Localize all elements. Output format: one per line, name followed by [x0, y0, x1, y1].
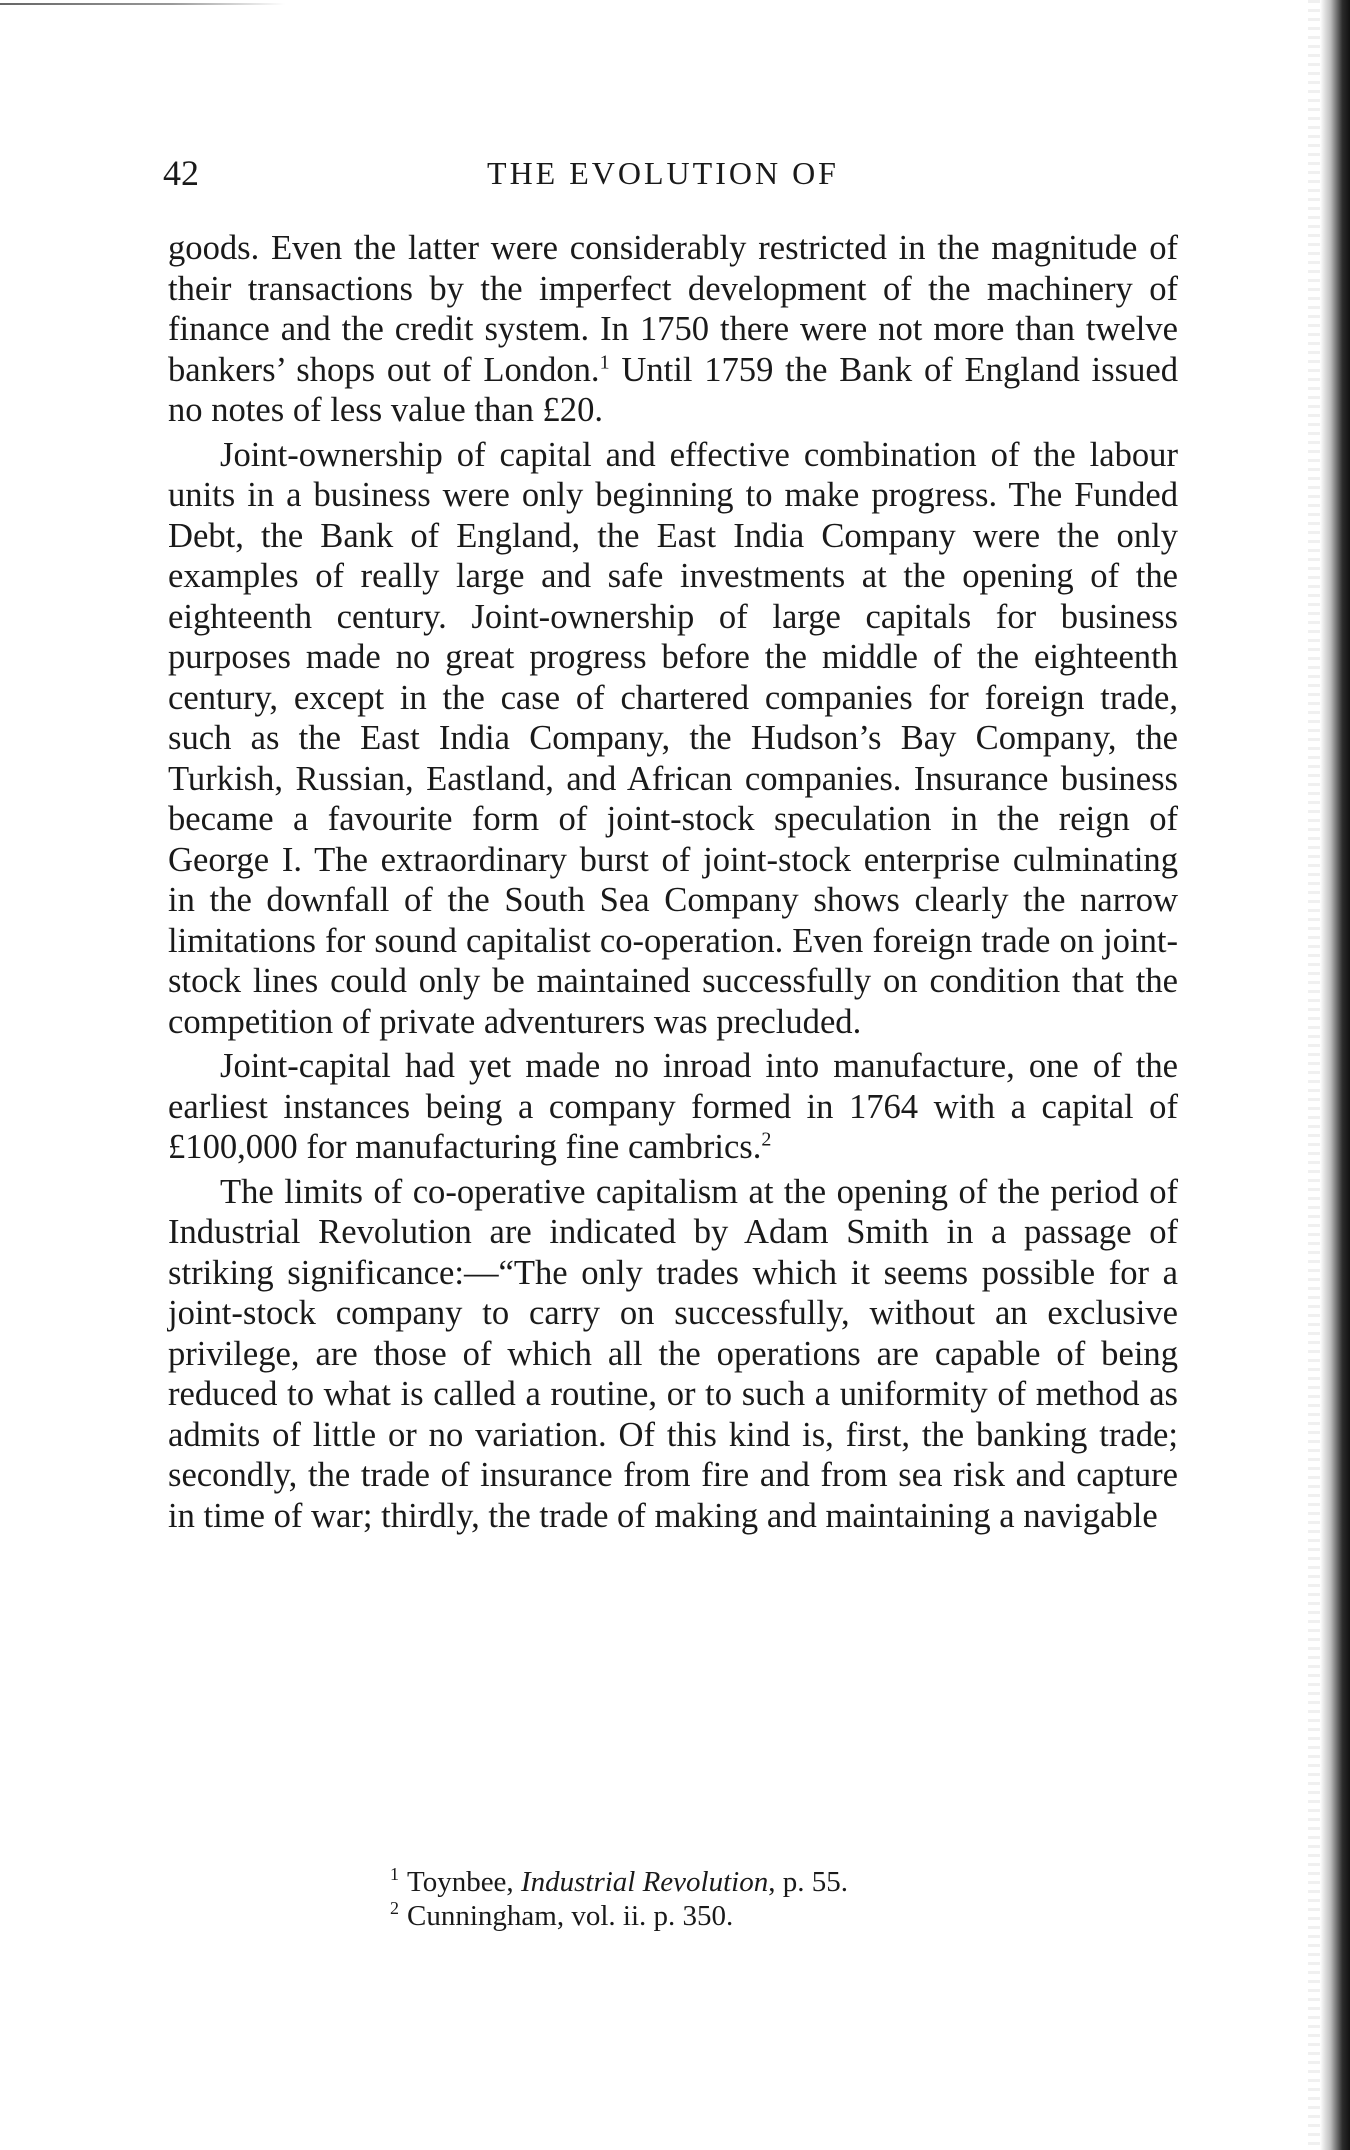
- footnote-2-number: 2: [390, 1898, 399, 1919]
- footnote-2: [390, 1899, 1090, 1933]
- page-binding-edge: [1320, 0, 1350, 2150]
- running-title: THE EVOLUTION OF: [487, 155, 839, 191]
- paragraph-1: [168, 228, 1178, 431]
- paragraph-1-text-b: Until 1759 the Bank of England issued no notes of less value than £20.: [168, 350, 1179, 429]
- binding-shadow: [1308, 0, 1320, 2150]
- paragraph-2: Joint-ownership of capital and effective combination of the labour units in a business were only beginning to make progress. The Funded Debt, the Bank of England, the East India Company were the only examples of really large and safe investments at the opening of the eighteenth century. Joint-ownership of large capitals for business purposes made no great progress before the middle of the eighteenth century, except in the case of chartered companies for foreign trade, such as the East India Company, the Hudson’s Bay Company, the Turkish, Russian, Eastland, and African companies. Insurance business became a favourite form of joint-stock speculation in the reign of George I. The extraordinary burst of joint-stock enterprise culminating in the downfall of the South Sea Company shows clearly the narrow limitations for sound capitalist co-operation. Even foreign trade on joint-stock lines could only be maintained successfully on condition that the competition of private adventurers was precluded.: [168, 435, 1178, 1041]
- footnote-1-author: Toynbee,: [407, 1866, 521, 1898]
- paragraph-4: The limits of co-operative capitalism at the opening of the period of Industrial Revolution are indicated by Adam Smith in a passage of striking significance:—“The only trades which it seems possible for a joint-stock company to carry on successfully, without an exclusive privilege, are those of which all the operations are capable of being reduced to what is called a routine, or to such a uniformity of method as admits of little or no variation. Of this kind is, first, the banking trade; secondly, the trade of insurance from fire and from sea risk and capture in time of war; thirdly, the trade of making and maintaining a navigable: [168, 1172, 1178, 1535]
- body-text: [168, 228, 1178, 1536]
- page-number: 42: [163, 153, 199, 193]
- footnote-1: [390, 1865, 1090, 1899]
- footnote-1-rest: , p. 55.: [768, 1866, 848, 1898]
- scan-top-edge: [0, 3, 285, 5]
- footnote-1-title: Industrial Revolution: [520, 1866, 769, 1898]
- paragraph-3-text: Joint-capital had yet made no inroad into manufacture, one of the earliest instances being a company formed in 1764 with a capital of £100,000 for manufacturing fine cambrics.: [168, 1047, 1178, 1166]
- footnote-ref-2[interactable]: 2: [761, 1128, 772, 1151]
- footnote-ref-1[interactable]: 1: [599, 350, 610, 373]
- footnote-2-text: Cunningham, vol. ii. p. 350.: [407, 1900, 734, 1932]
- page-header: [163, 150, 1163, 196]
- footnotes: [390, 1865, 1090, 1933]
- footnote-1-number: 1: [390, 1864, 399, 1885]
- paragraph-3: [168, 1046, 1178, 1168]
- paragraph-1-text-a: goods. Even the latter were considerably restricted in the magnitude of their transactions by the imperfect development of the machinery of finance and the credit system. In 1750 there were not more than twelve bankers’ shops out of London.: [168, 229, 1178, 389]
